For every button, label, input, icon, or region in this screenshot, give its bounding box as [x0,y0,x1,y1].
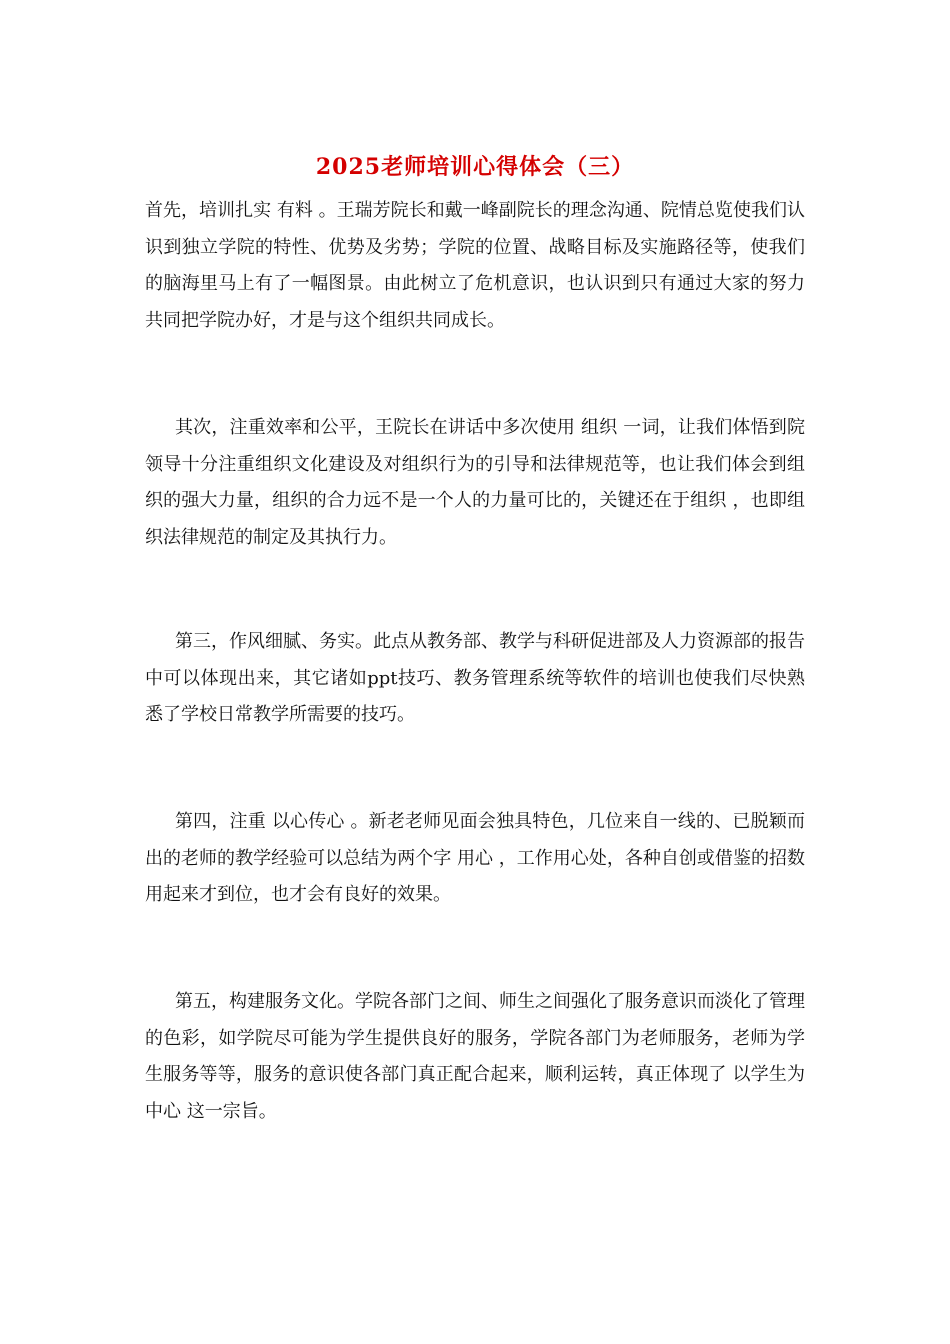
paragraph-4: 第四，注重 以心传心 。新老老师见面会独具特色，几位来自一线的、已脱颖而出的老师的教学经验可以总结为两个字 用心 ，工作用心处，各种自创或借鉴的招数用起来才到位，也才会有良好的效果。 [145,811,805,905]
paragraph-5: 第五，构建服务文化。学院各部门之间、师生之间强化了服务意识而淡化了管理的色彩，如学院尽可能为学生提供良好的服务，学院各部门为老师服务，老师为学生服务等等，服务的意识使各部门真正配合起来，顺利运转，真正体现了 以学生为中心 这一宗旨。 [145,991,805,1122]
document-title: 2025老师培训心得体会（三） [315,154,635,180]
paragraph-2: 其次，注重效率和公平，王院长在讲话中多次使用 组织 一词，让我们体悟到院领导十分注重组织文化建设及对组织行为的引导和法律规范等，也让我们体会到组织的强大力量，组织的合力远不是一个人的力量可比的，关键还在于组织 ，也即组织法律规范的制定及其执行力。 [145,417,805,548]
paragraph-1: 首先，培训扎实 有料 。王瑞芳院长和戴一峰副院长的理念沟通、院情总览使我们认识到独立学院的特性、优势及劣势；学院的位置、战略目标及实施路径等，使我们的脑海里马上有了一幅图景。由此树立了危机意识，也认识到只有通过大家的努力共同把学院办好，才是与这个组织共同成长。 [145,200,805,331]
paragraph-3: 第三，作风细腻、务实。此点从教务部、教学与科研促进部及人力资源部的报告中可以体现出来，其它诸如ppt技巧、教务管理系统等软件的培训也使我们尽快熟悉了学校日常教学所需要的技巧。 [145,631,805,725]
